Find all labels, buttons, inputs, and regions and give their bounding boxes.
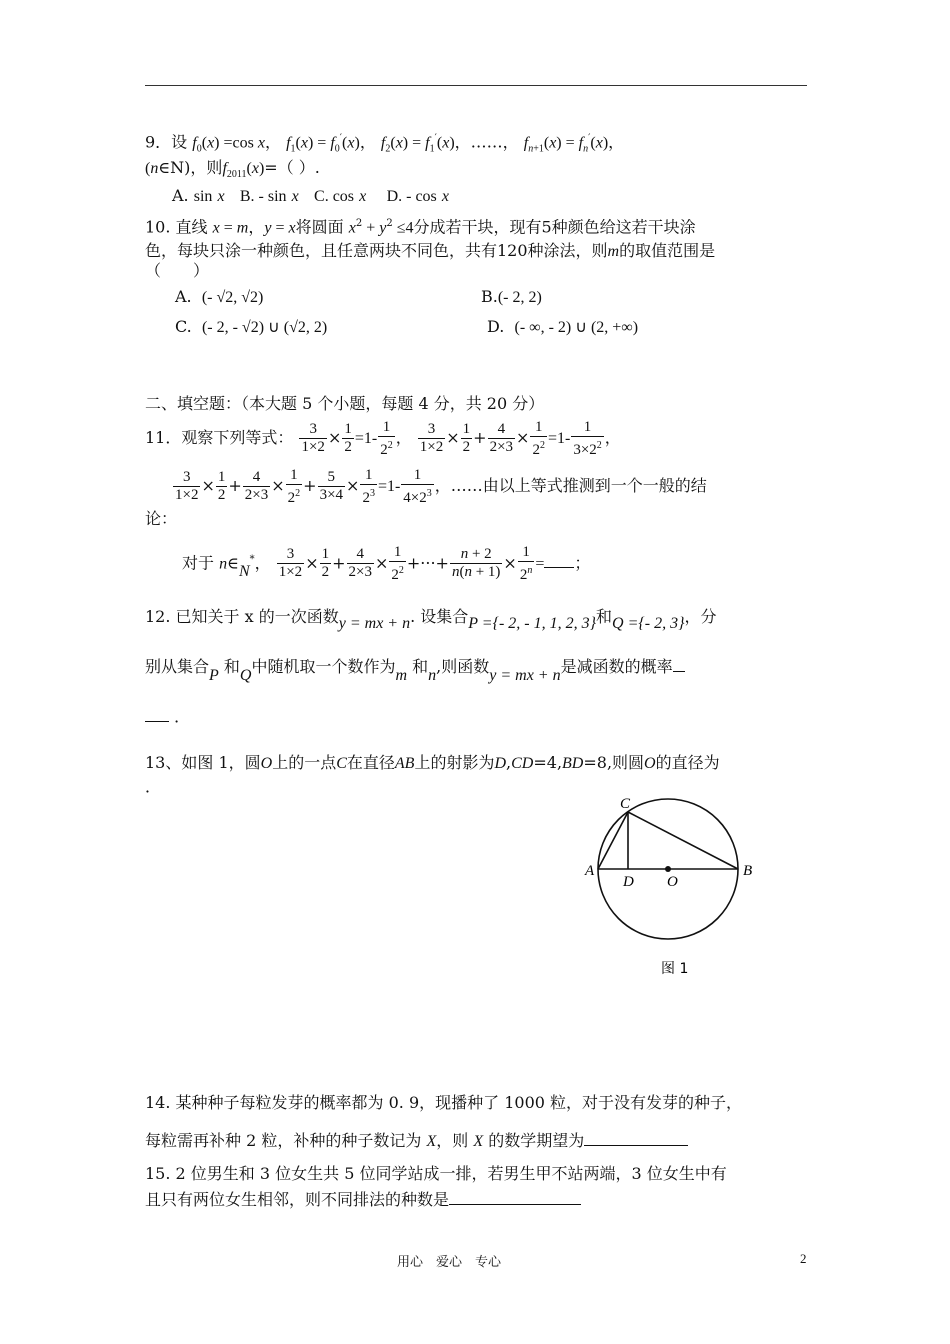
q9-option-d: D. - cos x	[386, 188, 449, 205]
q11-line1: 11．观察下列等式： $\frac{3}{1\times 2}$ × $\frac{1}{2}$ =1- $\frac{1}{2^2}$ ， $\frac{3}{1\times 2}$ × $\frac{1}{2}$ + $\frac{4}{2\times 3}$ × $\frac{1}{2^2}$ =1- $\frac{1}{3\times 2^2}$ ，	[145, 418, 621, 458]
label-o: O	[667, 874, 678, 890]
q12-line1: 12. 已知关于 x 的一次函数y = mx + n. 设集合P ={- 2, - 1, 1, 2, 3}和Q ={- 2, 3}，分	[145, 607, 717, 632]
q11-line2: $\frac{3}{1\times 2}$ × $\frac{1}{2}$ + $\frac{4}{2\times 3}$ × $\frac{1}{2^2}$ + $\frac{5}{3\times 4}$ × $\frac{1}{2^3}$ =1- $\frac{1}{4\times 2^3}$ ，……由以上等式推测到一个一般的结	[175, 466, 707, 506]
q10-line1: 10. 直线 x = m，y = x将圆面 $x^2 + y^2 \le 4$分成若干块，现有5种颜色给这若干块涂	[145, 217, 696, 237]
chord-ac	[598, 812, 628, 869]
q15-line1: 15. 2 位男生和 3 位女生共 5 位同学站成一排，若男生甲不站两端，3 位女生中有	[145, 1164, 727, 1183]
q10-option-d: D. (- ∞, - 2) ∪ (2, +∞)	[487, 317, 639, 336]
q15-line2: 且只有两位女生相邻，则不同排法的种数是	[145, 1189, 581, 1211]
q10-line2: 色，每块只涂一种颜色，且任意两块不同色，共有120种涂法，则m的取值范围是	[145, 241, 716, 260]
q12-line2: 别从集合P 和Q中随机取一个数作为m 和n,则函数y = mx + n是减函数的概率	[145, 656, 685, 679]
label-b: B	[743, 863, 753, 879]
q9-line2: (n∈N)，则$f_{2011}(x)=$（ ）.	[145, 158, 320, 181]
q10-line3: （ ）	[145, 261, 210, 280]
header-rule	[145, 85, 807, 86]
footer-motto: 用心 爱心 专心	[397, 1255, 502, 1270]
q9-option-a: A. sin x	[172, 186, 225, 205]
q14-line1: 14. 某种种子每粒发芽的概率都为 0. 9，现播种了 1000 粒，对于没有发芽的种子，	[145, 1093, 743, 1112]
circle-figure	[575, 790, 775, 990]
chord-cb	[628, 812, 738, 869]
q12-line3: ．	[145, 706, 190, 728]
q10-option-b: B.(- 2, 2)	[481, 287, 542, 306]
q10-option-a: A. (- √2, √2)	[175, 287, 264, 306]
q9-option-b: B. - sin x	[239, 188, 299, 205]
q10-option-c: C. (- 2, - √2) ∪ (√2, 2)	[175, 317, 328, 336]
q11-line3: 论：	[145, 509, 178, 528]
q11-line4: 对于 n∈N*， $\frac{3}{1\times 2}$ × $\frac{1}{2}$ + $\frac{4}{2\times 3}$ × $\frac{1}{2^2}$ +···+ $\frac{n + 2}{n(n + 1)}$ × $\frac{1}{2^n}$ = ；	[182, 543, 591, 583]
figure-caption: 图 1	[661, 961, 689, 977]
section-2-title: 二、填空题：（本大题 5 个小题，每题 4 分，共 20 分）	[145, 394, 545, 413]
label-a: A	[585, 863, 595, 879]
page-number: 2	[800, 1251, 807, 1266]
q9-line1: 9．设 $f_0(x) =\cos$ x， $f_1(x) = f_0'(x)$， $f_2(x) = f_1'(x)$，……， $f_{n+1}(x) = f_n'(x)$，	[145, 132, 625, 155]
label-c: C	[620, 796, 631, 812]
label-d: D	[623, 874, 634, 890]
q9-options	[172, 185, 449, 208]
q9-option-c: C. cos x	[314, 188, 367, 205]
q13-line2: ．	[145, 777, 162, 796]
center-o-dot	[665, 866, 671, 872]
q13-line1: 13、如图 1，圆O上的一点C在直径AB上的射影为D,CD=4,BD=8,则圆O的直径为	[145, 753, 720, 772]
q14-line2: 每粒需再补种 2 粒，补种的种子数记为 X，则 X 的数学期望为	[145, 1130, 688, 1153]
